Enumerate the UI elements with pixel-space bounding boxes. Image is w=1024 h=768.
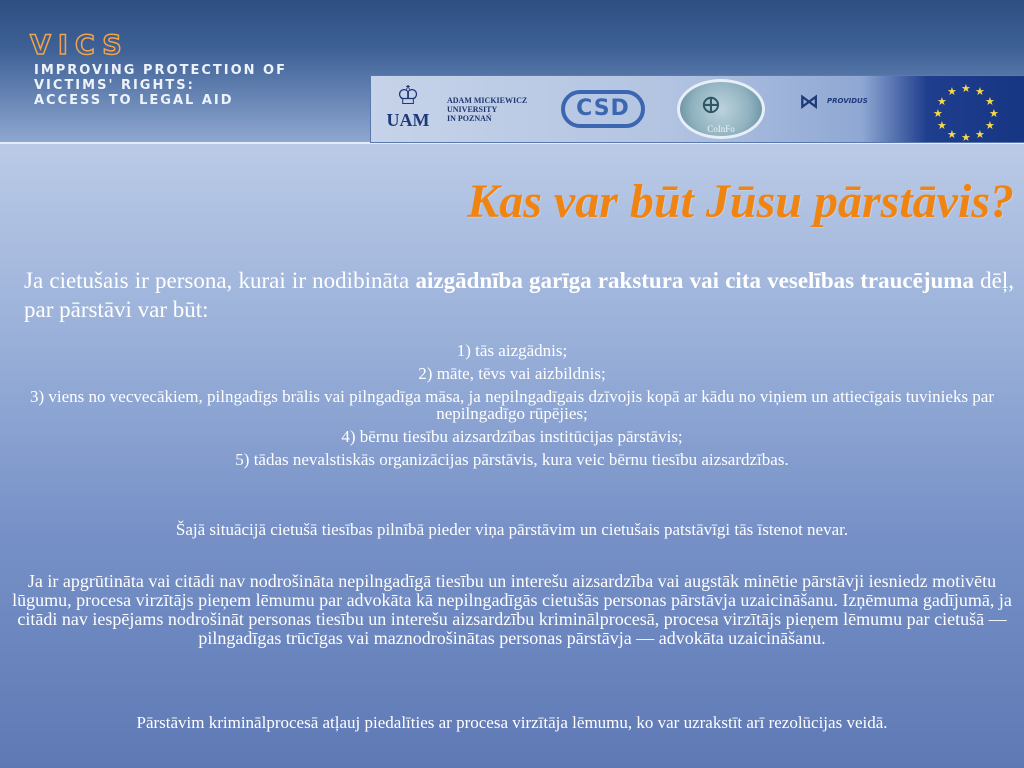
csd-logo: CSD [561, 90, 645, 128]
intro-text-end: dēļ, par pārstāvi var būt: [24, 268, 1014, 322]
uam-name-line-1: ADAM MICKIEWICZ [447, 96, 528, 105]
closing-paragraph: Pārstāvim kriminālprocesā atļauj piedalīties ar procesa virzītāja lēmumu, ko var uzrakstīt arī rezolūcijas veidā. [136, 713, 888, 732]
eu-star-icon: ★ [975, 86, 985, 98]
eu-star-icon: ★ [937, 120, 947, 132]
eu-star-icon: ★ [947, 129, 957, 141]
globe-icon: ⊕ [700, 90, 722, 119]
eu-star-icon: ★ [961, 83, 971, 95]
eu-star-icon: ★ [975, 129, 985, 141]
lawyer-paragraph: Ja ir apgrūtināta vai citādi nav nodrošināta nepilngadīgā tiesību un interešu aizsardzība vai augstāk minētie pārstāvji iesniedz motivētu lūgumu, procesa virzītājs pieņem lēmumu par advokāta kā nepilngadīgās cietušās personas pārstāvja uzaicināšanu. Izņēmuma gadījumā, ja citādi nav iespējams nodrošināt personas tiesību un interešu aizsardzību kriminālprocesā, procesa virzītājs pieņem lēmumu par cietušā — pilngadīgas trūcīgas vai maznodrošinātas personas pārstāvja — advokāta uzaicināšanu. [12, 571, 1012, 648]
eu-star-icon: ★ [933, 108, 943, 120]
project-title [34, 63, 374, 108]
uam-name-line-3: IN POZNAŃ [447, 114, 492, 123]
providus-logo [799, 90, 879, 114]
list-item: 3) viens no vecvecākiem, pilngadīgs brālis vai pilngadīga māsa, ja nepilngadīgais dzīvojis kopā ar kādu no viņiem un attiecīgais tuvinieks par nepilngadīgo rūpējies; [29, 387, 995, 423]
slide-title: Kas var būt Jūsu pārstāvis? [467, 175, 1014, 228]
eu-star-icon: ★ [989, 108, 999, 120]
coinfo-logo-text: CoInFo [707, 124, 735, 134]
uam-name-line-2: UNIVERSITY [447, 105, 498, 114]
intro-paragraph [24, 266, 1014, 324]
list-item: 2) māte, tēvs vai aizbildnis; [418, 364, 606, 383]
eu-star-icon: ★ [937, 96, 947, 108]
list-item: 4) bērnu tiesību aizsardzības institūcijas pārstāvis; [341, 427, 683, 446]
eagle-icon: ♔ [396, 81, 420, 110]
providus-logo-text: PROVIDUS [827, 97, 868, 105]
providus-mark-icon: ⋈ [799, 89, 819, 113]
vics-logo: VICS [30, 30, 129, 61]
eu-star-icon: ★ [961, 132, 971, 143]
eu-star-icon: ★ [947, 86, 957, 98]
eu-star-icon: ★ [985, 120, 995, 132]
coinfo-logo [677, 79, 765, 139]
project-title-line-1: IMPROVING PROTECTION OF [34, 63, 287, 78]
uam-name [447, 96, 547, 123]
uam-logo-text: UAM [386, 110, 430, 130]
partner-logos-strip [370, 75, 1024, 143]
list-item: 5) tādas nevalstiskās organizācijas pārstāvis, kura veic bērnu tiesību aizsardzības. [235, 450, 789, 469]
list-item: 1) tās aizgādnis; [456, 341, 568, 360]
project-title-line-2: VICTIMS' RIGHTS: [34, 78, 195, 93]
eu-flag [911, 78, 1021, 143]
intro-text-bold: aizgādnība garīga rakstura vai cita veselības traucējuma [415, 268, 974, 293]
intro-text-start: Ja cietušais ir persona, kurai ir nodibināta [24, 268, 416, 293]
project-title-line-3: ACCESS TO LEGAL AID [34, 93, 234, 108]
representatives-list [10, 342, 1014, 474]
uam-logo [383, 82, 433, 138]
situation-paragraph: Šajā situācijā cietušā tiesības pilnībā pieder viņa pārstāvim un cietušais patstāvīgi tās īstenot nevar. [175, 520, 849, 539]
slide-header [0, 0, 1024, 144]
eu-star-icon: ★ [985, 96, 995, 108]
